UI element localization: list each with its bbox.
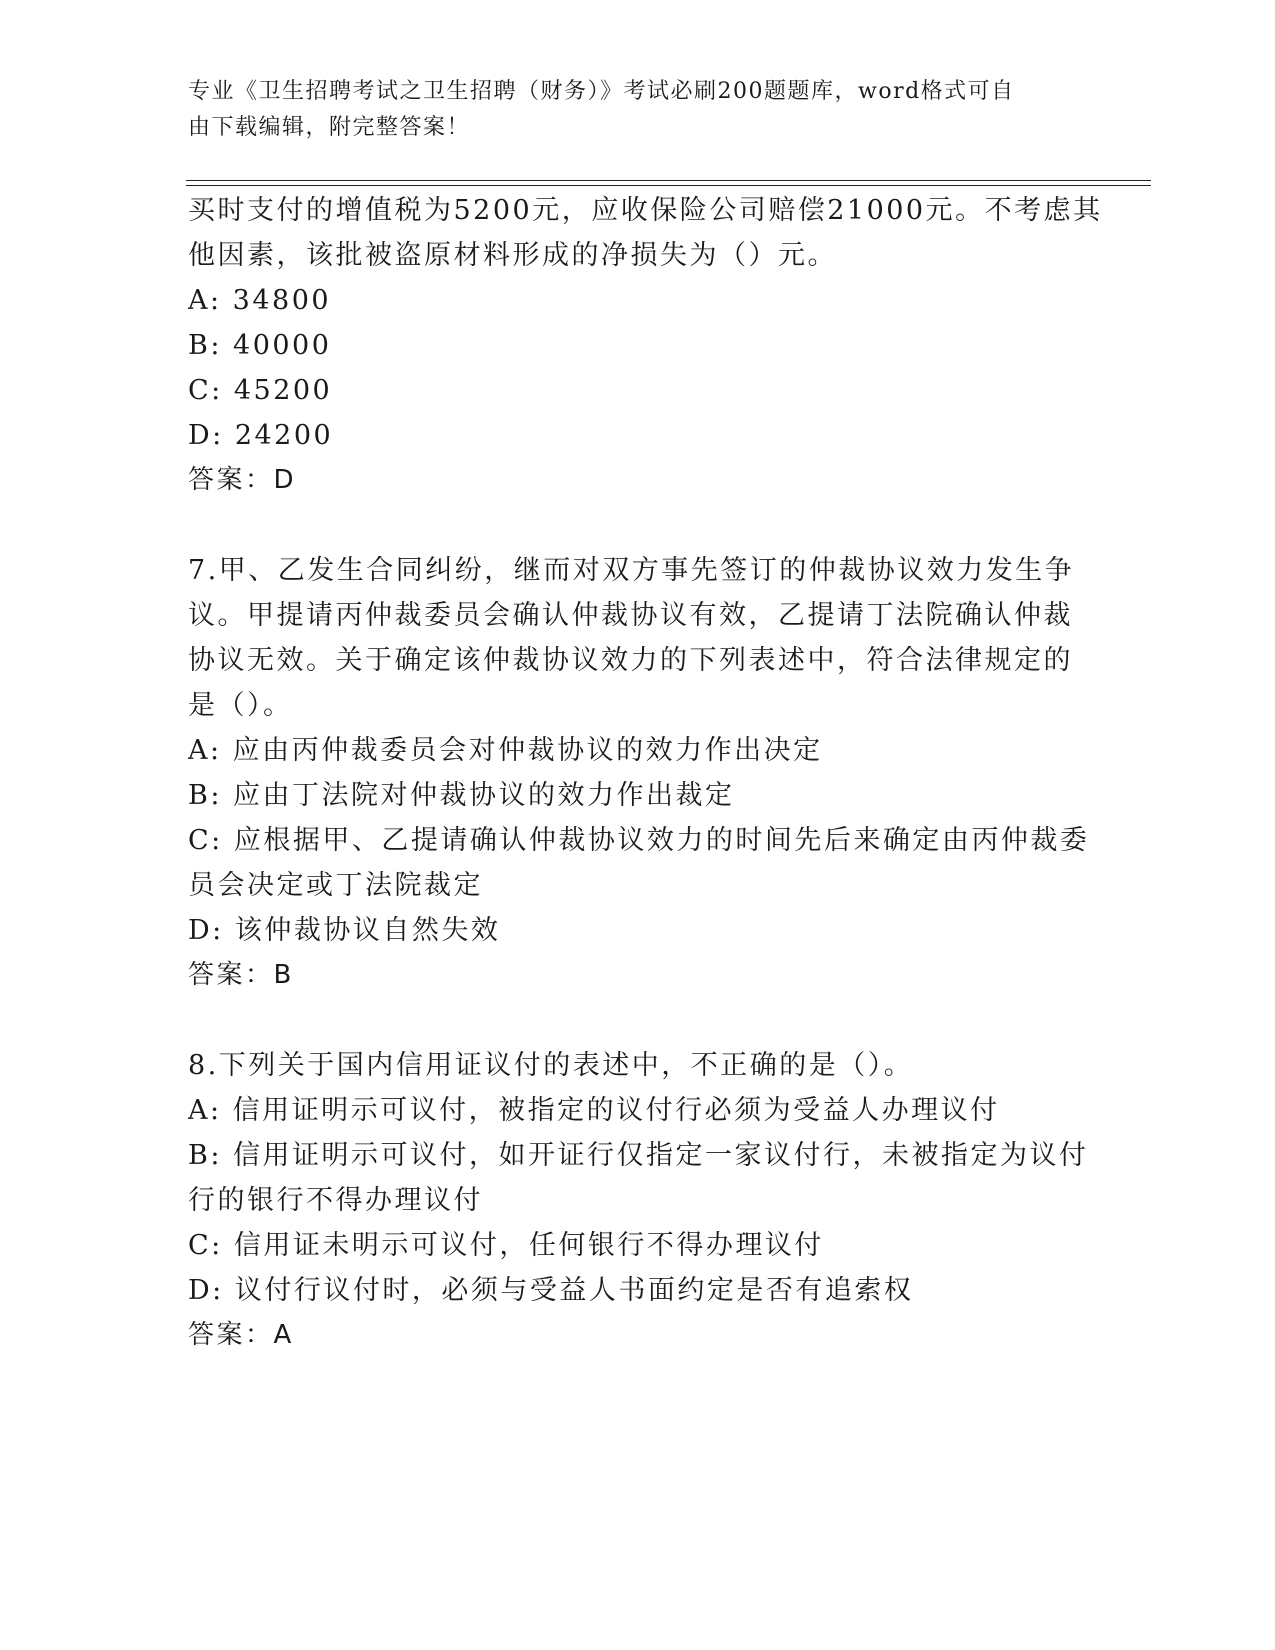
option-a: A: 信用证明示可议付，被指定的议付行必须为受益人办理议付 <box>188 1095 1000 1126</box>
question-stem-line: 是（）。 <box>188 690 293 721</box>
option-b-continued: 行的银行不得办理议付 <box>188 1185 483 1216</box>
option-c-continued: 员会决定或丁法院裁定 <box>188 870 483 901</box>
option-b: B: 信用证明示可议付，如开证行仅指定一家议付行，未被指定为议付 <box>188 1140 1089 1171</box>
option-b: B: 40000 <box>188 330 332 361</box>
question-stem-line: 7.甲、乙发生合同纠纷，继而对双方事先签订的仲裁协议效力发生争 <box>188 555 1075 586</box>
question-stem-line: 他因素，该批被盗原材料形成的净损失为（）元。 <box>188 240 837 271</box>
answer-label: 答案：B <box>188 960 294 990</box>
document-header <box>188 74 1068 146</box>
header-line-2: 由下载编辑，附完整答案！ <box>188 115 471 140</box>
question-stem-line: 8.下列关于国内信用证议付的表述中，不正确的是（）。 <box>188 1050 914 1081</box>
option-a: A: 应由丙仲裁委员会对仲裁协议的效力作出决定 <box>188 735 823 766</box>
answer-label: 答案：A <box>188 1320 294 1350</box>
question-8 <box>188 1043 1088 1358</box>
option-c: C: 信用证未明示可议付，任何银行不得办理议付 <box>188 1230 824 1261</box>
option-c: C: 45200 <box>188 375 333 406</box>
option-c: C: 应根据甲、乙提请确认仲裁协议效力的时间先后来确定由丙仲裁委 <box>188 825 1090 856</box>
option-d: D: 该仲裁协议自然失效 <box>188 915 501 946</box>
option-d: D: 议付行议付时，必须与受益人书面约定是否有追索权 <box>188 1275 914 1306</box>
question-stem-line: 买时支付的增值税为5200元，应收保险公司赔偿21000元。不考虑其 <box>188 195 1103 226</box>
spacer <box>188 503 1088 548</box>
question-stem-line: 议。甲提请丙仲裁委员会确认仲裁协议有效，乙提请丁法院确认仲裁 <box>188 600 1073 631</box>
question-7 <box>188 548 1088 998</box>
option-b: B: 应由丁法院对仲裁协议的效力作出裁定 <box>188 780 735 811</box>
header-rule-bottom <box>186 185 1151 186</box>
document-body <box>188 188 1103 1358</box>
spacer <box>188 998 1088 1043</box>
answer-label: 答案：D <box>188 465 297 495</box>
question-stem-line: 协议无效。关于确定该仲裁协议效力的下列表述中，符合法律规定的 <box>188 645 1073 676</box>
question-6 <box>188 188 1103 503</box>
header-rule-top <box>186 180 1151 181</box>
option-d: D: 24200 <box>188 420 334 451</box>
option-a: A: 34800 <box>188 285 332 316</box>
header-line-1: 专业《卫生招聘考试之卫生招聘（财务）》考试必刷200题题库，word格式可自 <box>188 79 1015 104</box>
